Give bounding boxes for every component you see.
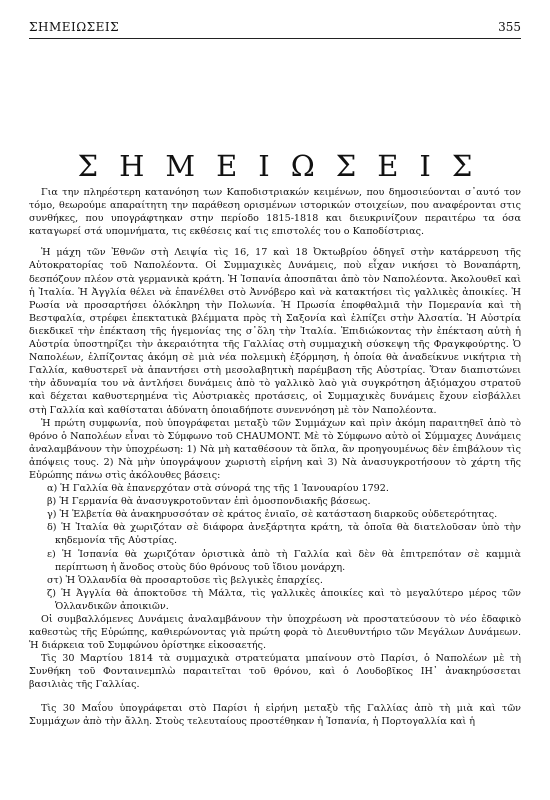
- list-item-a: α) Ἡ Γαλλία θὰ ἐπανερχόταν στὰ σύνορά της τῆς 1 Ἰανουαρίου 1792.: [47, 483, 389, 495]
- list-item-g: γ) Ἡ Ἑλβετία θὰ ἀνακηρυσσόταν σὲ κράτος ἑνιαῖο, σὲ κατάσταση διαρκοῦς οὐδετερότητας.: [47, 509, 498, 521]
- list-item-e: ε) Ἡ Ἱσπανία θὰ χωριζόταν ὁριστικὰ ἀπὸ τὴ Γαλλία καὶ δὲν θὰ ἐπιτρεπόταν σὲ καμμιὰ περίπτωση ἡ ἄνοδος στοὺς δύο θρόνους τοῦ ἴδιου μονάρχη.: [47, 548, 521, 573]
- list-item-st: στ) Ἡ Ὁλλανδία θὰ προσαρτοῦσε τὶς βελγικὲς ἐπαρχίες.: [47, 574, 323, 586]
- paragraph-leipzig: Ἡ μάχη τῶν Ἐθνῶν στὴ Λειψία τὶς 16, 17 καὶ 18 Ὀκτωβρίου ὁδηγεῖ στὴν κατάρρευση τῆς Αὐτοκρατορίας τοῦ Ναπολέοντα. Οἱ Συμμαχικὲς Δυνάμεις, ποὺ εἶχαν νικήσει τὸ Βοναπάρτη, δεσπόζουν πλέον στὰ γερμανικὰ κράτη. Ἡ Ἱσπανία ἀποσπᾶται ἀπὸ τὸν Ναπολέοντα. Ἀκολουθεῖ καὶ ἡ Ἰταλία. Ἡ Ἀγγλία θέλει νὰ ἐπανέλθει στὸ Ἀννόβερο καὶ νὰ κατακτήσει τὶς γαλλικὲς ἀποικίες. Ἡ Ρωσία νὰ προσαρτήσει ὁλόκληρη τὴν Πολωνία. Ἡ Πρωσία ἐποφθαλμιᾶ τὴν Πομερανία καὶ τὴ Βεστφαλία, στρέφει ἐπεκτατικὰ βλέμματα πρὸς τὴ Σαξονία καὶ ἐλπίζει στὴν Ἀλσατία. Ἡ Αὐστρία διεκδικεῖ τὴν ἐπέκταση τῆς ἡγεμονίας της σ᾽ὅλη τὴν Ἰταλία. Ἐπιδιώκοντας τὴν ἐπέκταση αὐτὴ ἡ Αὐστρία ὑποστηρίζει τὴν ἀκεραιότητα τῆς Γαλλίας στὴ συμμαχικὴ σύσκεψη τῆς Φραγκφούρτης. Ὁ Ναπολέων, ἐλπίζοντας ἀκόμη σὲ μιὰ νέα πολεμικὴ ἐξόρμηση, ἡ ὁποία θὰ ἀναδείκνυε νικήτρια τὴ Γαλλία, καθυστερεῖ νὰ ἀπαντήσει στὴ μεσολαβητικὴ παρέμβαση τῆς Αὐστρίας. Ὅταν διαπιστώνει τὴν ἀδυναμία του νὰ ἀντλήσει δυνάμεις ἀπὸ τὸ γαλλικὸ λαὸ γιὰ συγκρότηση ἀξιόμαχου στρατοῦ καὶ δέχεται καθυστερημένα τὶς Αὐστριακὲς προτάσεις, οἱ Συμμαχικὲς δυνάμεις ἔχουν εἰσβάλλει στὴ Γαλλία καὶ καθίσταται ἀδύνατη ὁποιαδήποτε συνεννόηση μὲ τὸν Ναπολέοντα.: [29, 247, 521, 416]
- notes-body: [29, 186, 521, 728]
- paragraph-may-peace: Τὶς 30 Μαΐου ὑπογράφεται στὸ Παρίσι ἡ εἰρήνη μεταξὺ τῆς Γαλλίας ἀπὸ τὴ μιὰ καὶ τῶν Συμμάχων ἀπὸ τὴν ἄλλη. Στοὺς τελευταίους προστέθηκαν ἡ Ἱσπανία, ἡ Πορτογαλλία καὶ ἡ: [29, 702, 521, 727]
- paragraph-march-1814: Τὶς 30 Μαρτίου 1814 τὰ συμμαχικὰ στρατεύματα μπαίνουν στὸ Παρίσι, ὁ Ναπολέων μὲ τὴ Συνθήκη τοῦ Φονταινεμπλὼ παραιτεῖται τοῦ θρόνου, καὶ ὁ Λουδοβῖκος ΙΗ᾽ ἀνακηρύσσεται βασιλιὰς τῆς Γαλλίας.: [29, 653, 521, 691]
- page-number: 355: [498, 20, 521, 34]
- list-item-d: δ) Ἡ Ἰταλία θὰ χωριζόταν σὲ διάφορα ἀνεξάρτητα κράτη, τὰ ὁποῖα θὰ διατελοῦσαν ὑπὸ τὴν κηδεμονία τῆς Αὐστρίας.: [47, 522, 521, 547]
- header-rule: [29, 38, 521, 39]
- running-title: ΣΗΜΕΙΩΣΕΙΣ: [29, 20, 120, 34]
- intro-paragraph: Για την πληρέστερη κατανόηση των Καποδιστριακών κειμένων, που δημοσιεύονται σ᾽αυτό τον τόμο, θεωρούμε απαραίτητη την παράθεση ορισμένων ιστορικών στοιχείων, που αναφέρονται στις συνθήκες, που υπογράφτηκαν στην περίοδο 1815-1818 και διευκρινίζουν περαιτέρω τα όσα καταγωρεί στά υπομνήματα, τις εκθέσεις καί τις επιστολές του ο Καποδίστριας.: [29, 187, 521, 238]
- section-title: ΣΗΜΕΙΩΣΕΙΣ: [77, 149, 494, 184]
- paragraph-chaumont: Ἡ πρώτη συμφωνία, ποὺ ὑπογράφεται μεταξὺ τῶν Συμμάχων καὶ πρὶν ἀκόμη παραιτηθεῖ ἀπὸ τὸ θρόνο ὁ Ναπολέων εἶναι τὸ Σύμφωνο τοῦ CHAUMONT. Μὲ τὸ Σύμφωνο αὐτὸ οἱ Σύμμαχες Δυνάμεις ἀναλαμβάνουν τὴν ὑποχρέωση: 1) Νὰ μὴ καταθέσουν τὰ ὅπλα, ἂν προηγουμένως δὲν ἐπιβάλουν τὶς ἀπόψεις τους. 2) Νὰ μὴν ὑπογράψουν χωριστὴ εἰρήνη καὶ 3) Νὰ ἀνασυγκροτήσουν τὸ χάρτη τῆς Εὐρώπης πάνω στὶς ἀκόλουθες βάσεις:: [29, 417, 521, 481]
- list-item-z: ζ) Ἡ Ἀγγλία θὰ ἀποκτοῦσε τὴ Μάλτα, τὶς γαλλικὲς ἀποικίες καὶ τὸ μεγαλύτερο μέρος τῶν Ὁλλανδικῶν ἀποικιῶν.: [47, 587, 521, 612]
- list-item-b: β) Ἡ Γερμανία θὰ ἀνασυγκροτοῦνταν ἐπὶ ὁμοσπονδιακῆς βάσεως.: [47, 496, 371, 508]
- running-head: [29, 20, 521, 36]
- paragraph-directorate: Οἱ συμβαλλόμενες Δυνάμεις ἀναλαμβάνουν τὴν ὑποχρέωση νὰ προστατεύσουν τὸ νέο ἐδαφικὸ καθεστὼς τῆς Εὐρώπης, καθιερώνοντας γιὰ πρώτη φορὰ τὸ Διευθυντήριο τῶν Μεγάλων Δυνάμεων. Ἡ διάρκεια τοῦ Συμφώνου ὁρίστηκε εἰκοσαετής.: [29, 614, 521, 652]
